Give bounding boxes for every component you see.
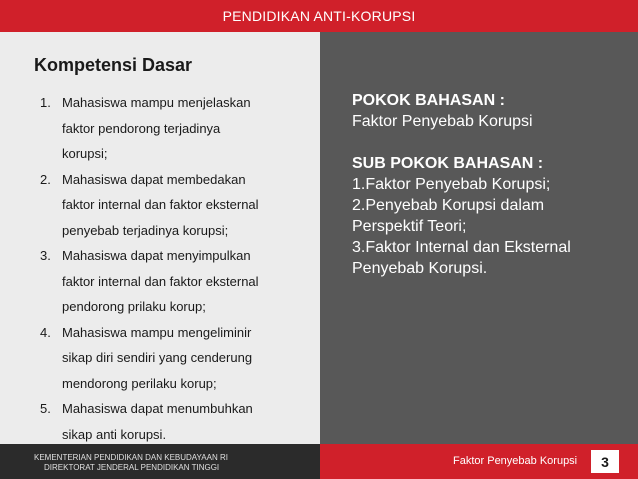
list-item-line: faktor internal dan faktor eksternal [62,197,259,212]
list-item [40,167,310,244]
sub-line: 3.Faktor Internal dan Eksternal [352,239,571,256]
list-item-line: sikap diri sendiri yang cenderung [62,350,253,365]
list-item-line: Mahasiswa mampu menjelaskan [62,95,251,110]
section-title: Kompetensi Dasar [34,55,193,75]
sub-line: Perspektif Teori; [352,218,467,235]
header-bar [0,0,638,32]
competency-list [40,90,310,447]
pokok-text: Faktor Penyebab Korupsi [352,113,533,130]
list-item-line: faktor internal dan faktor eksternal [62,273,259,289]
list-item-line: korupsi; [62,146,108,161]
footer-directorate: DIREKTORAT JENDERAL PENDIDIKAN TINGGI [44,463,220,472]
list-item [40,396,310,447]
page-number: 3 [591,450,619,473]
list-item-line: Mahasiswa dapat membedakan [62,171,246,187]
list-item-line: penyebab terjadinya korupsi; [62,222,229,238]
list-item [40,320,310,397]
list-item-text [62,396,310,447]
footer-institution [0,444,320,479]
list-item-number: 4. [40,324,51,340]
list-item-line: mendorong perilaku korup; [62,375,217,391]
topic-summary [352,90,622,279]
list-item-number: 2. [40,171,51,187]
sub-line: Penyebab Korupsi. [352,260,488,277]
list-item-line: Mahasiswa dapat menumbuhkan [62,401,253,416]
list-item-text [62,167,310,244]
sub-line: 2.Penyebab Korupsi dalam [352,197,545,214]
list-item-line: pendorong prilaku korup; [62,299,206,314]
header-title: PENDIDIKAN ANTI-KORUPSI [222,8,416,24]
list-item [40,243,310,320]
list-item-line: sikap anti korupsi. [62,426,167,442]
list-item-number: 3. [40,248,51,263]
sub-line: 1.Faktor Penyebab Korupsi; [352,176,551,193]
list-item-text [62,320,310,397]
list-item [40,90,310,167]
list-item-line: Mahasiswa mampu mengeliminir [62,324,252,340]
pokok-heading: POKOK BAHASAN : [352,92,505,109]
list-item-line: faktor pendorong terjadinya [62,120,221,136]
list-item-number: 1. [40,95,51,110]
list-item-text [62,90,310,167]
footer-bar [0,444,638,479]
footer-ministry: KEMENTERIAN PENDIDIKAN DAN KEBUDAYAAN RI [34,453,228,462]
list-item-text [62,243,310,320]
list-item-number: 5. [40,401,51,416]
list-item-line: Mahasiswa dapat menyimpulkan [62,248,251,263]
footer-topic: Faktor Penyebab Korupsi [453,455,578,467]
sub-heading: SUB POKOK BAHASAN : [352,155,544,172]
